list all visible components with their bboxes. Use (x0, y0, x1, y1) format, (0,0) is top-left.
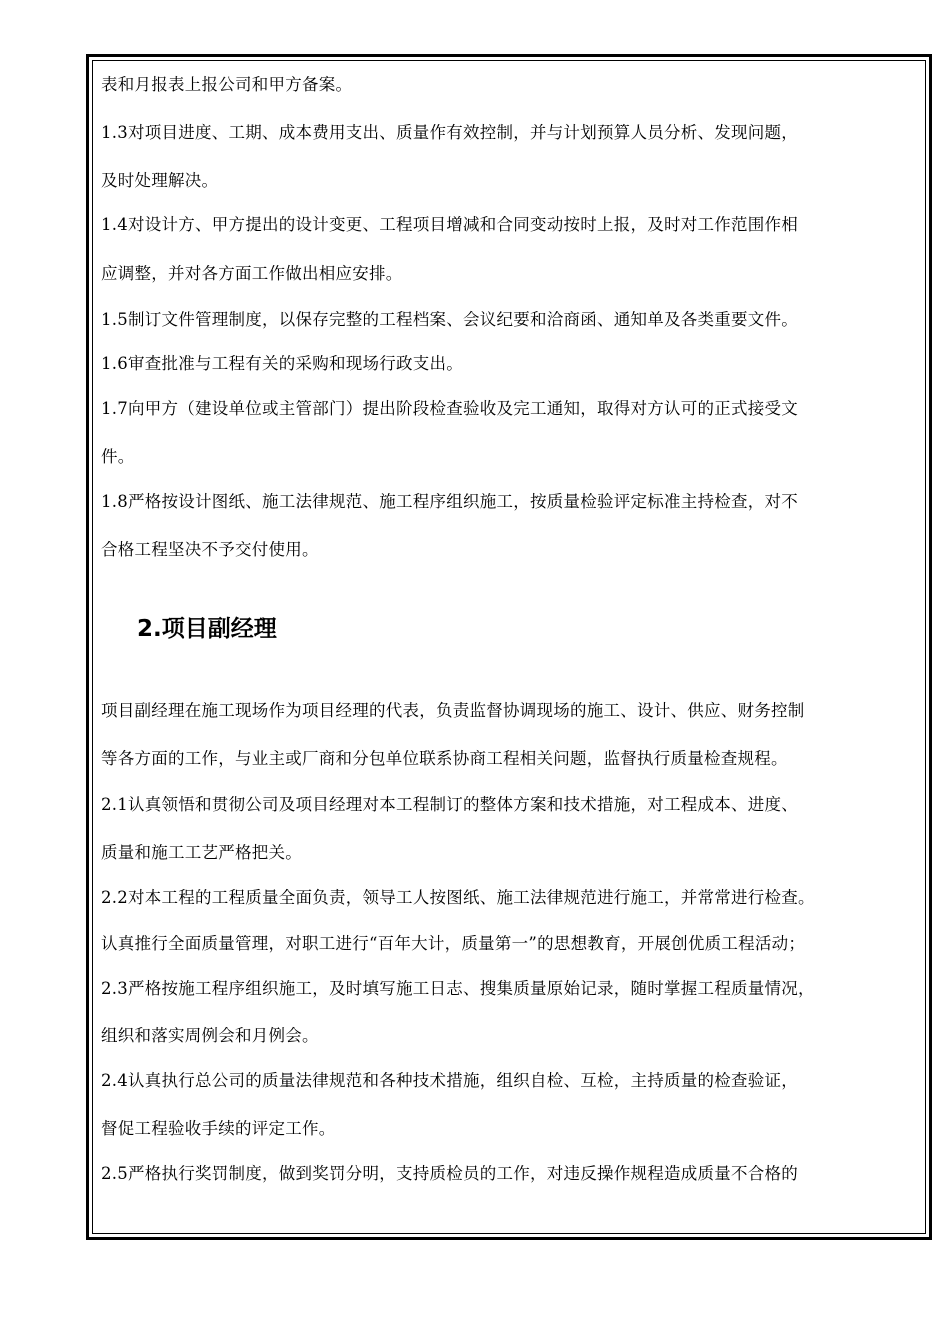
text-line: 表和月报表上报公司和甲方备案。 (101, 75, 353, 94)
text-line: 2.4认真执行总公司的质量法律规范和各种技术措施，组织自检、互检，主持质量的检查验证， (101, 1071, 798, 1090)
text-line: 1.8严格按设计图纸、施工法律规范、施工程序组织施工，按质量检验评定标准主持检查，对不 (101, 492, 798, 511)
text-line: 1.4对设计方、甲方提出的设计变更、工程项目增减和合同变动按时上报，及时对工作范围作相 (101, 215, 798, 234)
text-line: 质量和施工工艺严格把关。 (101, 843, 302, 862)
section-heading: 2.项目副经理 (137, 616, 277, 642)
page-border-inner (92, 60, 926, 1234)
text-line: 2.2对本工程的工程质量全面负责，领导工人按图纸、施工法律规范进行施工，并常常进行检查。 (101, 888, 815, 907)
text-line: 1.5制订文件管理制度，以保存完整的工程档案、会议纪要和洽商函、通知单及各类重要文件。 (101, 310, 798, 329)
text-line: 1.3对项目进度、工期、成本费用支出、质量作有效控制，并与计划预算人员分析、发现问题， (101, 123, 798, 142)
text-line: 督促工程验收手续的评定工作。 (101, 1119, 336, 1138)
text-line: 合格工程坚决不予交付使用。 (101, 540, 319, 559)
text-line: 1.6审查批准与工程有关的采购和现场行政支出。 (101, 354, 463, 373)
text-line: 2.1认真领悟和贯彻公司及项目经理对本工程制订的整体方案和技术措施，对工程成本、进度、 (101, 795, 798, 814)
text-line: 及时处理解决。 (101, 171, 219, 190)
text-line: 项目副经理在施工现场作为项目经理的代表，负责监督协调现场的施工、设计、供应、财务控制 (101, 701, 805, 720)
text-line: 组织和落实周例会和月例会。 (101, 1026, 319, 1045)
text-line: 2.5严格执行奖罚制度，做到奖罚分明，支持质检员的工作，对违反操作规程造成质量不合格的 (101, 1164, 798, 1183)
text-line: 应调整，并对各方面工作做出相应安排。 (101, 264, 403, 283)
text-line: 1.7向甲方（建设单位或主管部门）提出阶段检查验收及完工通知，取得对方认可的正式接受文 (101, 399, 798, 418)
text-line: 认真推行全面质量管理，对职工进行“百年大计，质量第一”的思想教育，开展创优质工程活动； (101, 934, 806, 953)
text-line: 件。 (101, 447, 135, 466)
text-line: 2.3严格按施工程序组织施工，及时填写施工日志、搜集质量原始记录，随时掌握工程质量情况， (101, 979, 815, 998)
text-line: 等各方面的工作，与业主或厂商和分包单位联系协商工程相关问题，监督执行质量检查规程。 (101, 749, 788, 768)
